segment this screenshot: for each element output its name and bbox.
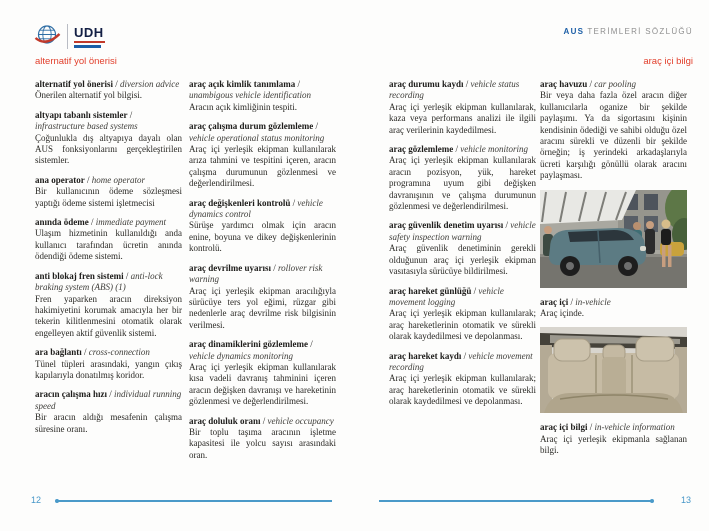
entry-headword	[35, 79, 182, 90]
term-text: altyapı tabanlı sistemler	[35, 109, 128, 120]
term-translation: home operator	[91, 174, 146, 185]
glossary-column-1	[35, 79, 182, 443]
glossary-entry	[389, 220, 536, 277]
footer-rule-left	[56, 500, 332, 502]
term-separator: /	[471, 285, 479, 296]
term-text: araç açık kimlik tanımlama	[189, 79, 296, 89]
term-translation: vehicle monitoring	[460, 144, 528, 155]
term-text: anında ödeme	[35, 217, 89, 228]
glossary-column-4	[540, 79, 687, 465]
page-number-left: 12	[31, 495, 42, 505]
term-separator: /	[307, 339, 313, 350]
entry-headword	[35, 175, 182, 186]
term-separator: /	[313, 121, 318, 132]
page-number-right: 13	[680, 495, 691, 505]
term-text: aracın çalışma hızı	[35, 389, 107, 400]
term-definition: Fren yaparken aracın direksiyon hakimiyetini korumak amacıyla her bir tekerin kilitlenmesini otomatik olarak engelleyen aktif güvenlik sistemi.	[35, 293, 182, 338]
rule-dot	[650, 499, 654, 503]
entry-headword	[35, 271, 182, 294]
glossary-entry	[35, 347, 182, 381]
entry-headword	[35, 347, 182, 358]
term-translation: individual running speed	[35, 389, 182, 411]
term-text: araç gözlemleme	[389, 144, 454, 155]
footer-rule-right	[379, 500, 653, 502]
entry-slot	[540, 79, 687, 182]
entry-headword	[35, 110, 182, 133]
term-separator: /	[568, 296, 576, 307]
logo-divider	[67, 24, 68, 49]
term-separator: /	[463, 79, 471, 89]
term-translation: cross-connection	[88, 347, 150, 358]
book-title	[564, 27, 693, 36]
glossary-column-2	[189, 79, 336, 469]
term-definition: Araç içi yerleşik ekipman kullanılarak; araç hareketlerinin otomatik ve sürekli olarak kaydedilmesi ve depolanması.	[389, 373, 536, 407]
term-definition: Bir toplu taşıma aracının işletme kapasitesi ile yolcu sayısı arasındaki oran.	[189, 426, 336, 460]
term-text: araç havuzu	[540, 79, 588, 89]
term-translation: vehicle movement logging	[389, 285, 504, 307]
term-text: araç dinamiklerini gözlemleme	[189, 339, 308, 350]
term-separator: /	[461, 350, 469, 361]
term-definition: Araç içi yerleşik ekipman kullanılarak; araç hareketlerinin otomatik ve sürekli olarak kaydedilmesi ve depolanması.	[389, 308, 536, 342]
glossary-entry	[389, 144, 536, 212]
term-definition: Sürüşe yardımcı olmak için aracın enine, boyuna ve dikey değişkenlerinin kontrolü.	[189, 220, 336, 254]
term-translation: vehicle dynamics monitoring	[189, 350, 293, 361]
logo-text: UDH	[74, 24, 104, 40]
term-separator: /	[81, 347, 89, 358]
term-separator: /	[260, 415, 268, 426]
term-definition: Araç içi yerleşik ekipman kullanılarak arıza tahmini ve tespitini içeren, aracın çalışma durumunun gözlenmesi ve değerlendirilmesi.	[189, 144, 336, 189]
term-separator: /	[88, 217, 96, 228]
entry-headword	[189, 263, 336, 286]
book-title-rest: TERİMLERİ SÖZLÜĞÜ	[587, 27, 693, 36]
term-text: araç güvenlik denetim uyarısı	[389, 220, 504, 231]
term-translation: vehicle occupancy	[267, 415, 334, 426]
term-separator: /	[587, 422, 595, 433]
glossary-column-3	[389, 79, 536, 416]
running-head-right: araç içi bilgi	[643, 56, 693, 67]
glossary-entry	[189, 263, 336, 331]
term-separator: /	[123, 270, 131, 281]
term-definition: Bir veya daha fazla özel aracın diğer kullanıcılarla oganize bir şekilde paylaşımı. Ya da sigortasını kişinin kendisinin ödediği ve sahibi olduğu özel aracını sürekli ve düzenli bir şekilde örneğin; iş yerindeki arkadaşlarıyla ücreti karşılığı gönüllü olarak aracını paylaşması.	[540, 90, 687, 181]
term-definition: Araç içi yerleşik ekipman aracılığıyla sürücüye ters yol eğimi, rüzgar gibi nedenlerle araç devrilme risk bilgisinin verilmesi.	[189, 285, 336, 330]
entry-headword	[189, 339, 336, 362]
term-separator: /	[290, 197, 298, 208]
term-translation: unambigous vehicle identification	[189, 90, 311, 101]
glossary-entry	[35, 389, 182, 435]
term-translation: car pooling	[594, 79, 637, 89]
term-translation: in-vehicle	[575, 296, 611, 307]
term-definition: Önerilen alternatif yol bilgisi.	[35, 90, 142, 101]
term-text: araç hareket kaydı	[389, 350, 462, 361]
glossary-entry	[189, 198, 336, 255]
term-definition: Bir kullanıcının ödeme sözleşmesi yaptığı ödeme sistemi işletmecisi	[35, 186, 182, 208]
term-separator: /	[107, 389, 115, 400]
term-translation: infrastructure based systems	[35, 121, 138, 132]
term-separator: /	[127, 109, 133, 120]
entry-headword	[540, 422, 687, 433]
entry-headword	[189, 121, 336, 144]
term-translation: immediate payment	[95, 217, 167, 228]
entry-headword	[389, 220, 536, 243]
udh-logo	[34, 23, 105, 50]
term-definition: Tünel tüpleri arasındaki, yangın çıkış kapılarıyla donatılmış koridor.	[35, 358, 182, 380]
term-translation: rollover risk warning	[189, 262, 323, 285]
glossary-entry	[389, 351, 536, 408]
term-definition: Aracın açık kimliğinin tespiti.	[189, 101, 297, 112]
term-text: araç içi bilgi	[540, 422, 588, 433]
glossary-entry	[189, 79, 336, 113]
glossary-entry	[540, 79, 687, 182]
glossary-entry	[389, 79, 536, 136]
term-definition: Araç içinde.	[540, 308, 584, 319]
term-text: araç çalışma durum gözlemleme	[189, 121, 314, 132]
term-definition: Çoğunlukla dış altyapıya dayalı olan AUS fonksiyonlarını gerçekleştirilen sistemler.	[35, 132, 182, 166]
term-separator: /	[113, 79, 121, 89]
term-definition: Araç içi yerleşik ekipman kullanılarak kısa vadeli davranış tahminini içeren aracın değişken davranışı ve hareketinin gözlenmesi ve değerlendirilmesi.	[189, 361, 336, 407]
rule-dot	[55, 499, 59, 503]
logo-ministry-line-blue	[74, 45, 101, 48]
term-separator: /	[84, 174, 92, 185]
running-head-left: alternatif yol önerisi	[35, 56, 117, 67]
term-translation: in-vehicle information	[594, 422, 675, 433]
logo-ministry-line-red	[74, 41, 105, 43]
glossary-entry	[540, 422, 687, 456]
glossary-entry	[35, 271, 182, 339]
term-text: araç değişkenleri kontrolü	[189, 197, 291, 208]
term-text: alternatif yol önerisi	[35, 79, 113, 89]
entry-slot	[540, 422, 687, 456]
carpool-photo	[540, 190, 687, 288]
term-separator: /	[270, 262, 278, 273]
globe-icon	[34, 23, 61, 50]
term-text: araç devrilme uyarısı	[189, 262, 271, 273]
term-definition: Araç güvenlik denetiminin gerekli olduğunun araç içi yerleşik ekipman vasıtasıyla sürücüye bildirilmesi.	[389, 243, 536, 277]
term-text: ana operator	[35, 174, 85, 185]
term-text: anti blokaj fren sistemi	[35, 270, 124, 281]
book-title-accent: AUS	[563, 27, 585, 36]
entry-headword	[189, 416, 336, 427]
term-translation: vehicle movement recording	[389, 350, 533, 372]
glossary-entry	[35, 110, 182, 167]
term-definition: Ulaşım hizmetinin kullanıldığı anda kullanıcı tarafından ücretin anında ödendiği ödeme sistemi.	[35, 228, 182, 262]
interior-photo	[540, 327, 687, 413]
entry-headword	[389, 144, 536, 155]
entry-headword	[35, 389, 182, 412]
entry-headword	[540, 79, 687, 90]
glossary-entry	[189, 416, 336, 462]
entry-headword	[389, 351, 536, 374]
entry-headword	[35, 217, 182, 228]
glossary-entry	[35, 79, 182, 102]
glossary-entry	[35, 217, 182, 263]
glossary-entry	[389, 286, 536, 343]
entry-headword	[189, 198, 336, 221]
term-translation: vehicle dynamics control	[189, 197, 323, 220]
term-translation: diversion advice	[120, 79, 180, 89]
term-translation: vehicle operational status monitoring	[189, 132, 325, 143]
term-text: araç hareket günlüğü	[389, 285, 472, 296]
term-separator: /	[587, 79, 595, 89]
term-separator: /	[295, 79, 301, 89]
term-translation: anti-lock braking system (ABS) (1)	[35, 270, 163, 293]
term-translation: vehicle status recording	[389, 79, 520, 101]
term-definition: Bir aracın aldığı mesafenin çalışma süresine oranı.	[35, 412, 182, 434]
entry-headword	[189, 79, 336, 102]
entry-headword	[540, 297, 687, 308]
term-text: ara bağlantı	[35, 347, 82, 358]
term-definition: Araç içi yerleşik ekipman kullanılarak, kaza veya performans analizi ile ilgili araç verilerinin kaydedilmesi.	[389, 101, 536, 135]
entry-headword	[389, 79, 536, 102]
term-text: araç doluluk oranı	[189, 415, 261, 426]
term-text: araç içi	[540, 296, 569, 307]
glossary-entry	[35, 175, 182, 209]
term-text: araç durumu kaydı	[389, 79, 464, 89]
term-definition: Araç içi yerleşik ekipmanla sağlanan bilgi.	[540, 433, 687, 456]
entry-headword	[389, 286, 536, 309]
term-translation: vehicle safety inspection warning	[389, 220, 536, 242]
glossary-entry	[189, 121, 336, 189]
term-definition: Araç içi yerleşik ekipman kullanılarak aracın pozisyon, yük, hareket programına uyum gibi değişken davranışının ve çalışma durumunun gözlenmesi ve değerlendirilmesi.	[389, 155, 536, 212]
entry-slot	[540, 297, 687, 320]
glossary-entry	[540, 297, 687, 320]
term-separator: /	[503, 220, 511, 231]
term-separator: /	[453, 144, 461, 155]
glossary-entry	[189, 339, 336, 407]
logo-text-block	[74, 26, 105, 48]
